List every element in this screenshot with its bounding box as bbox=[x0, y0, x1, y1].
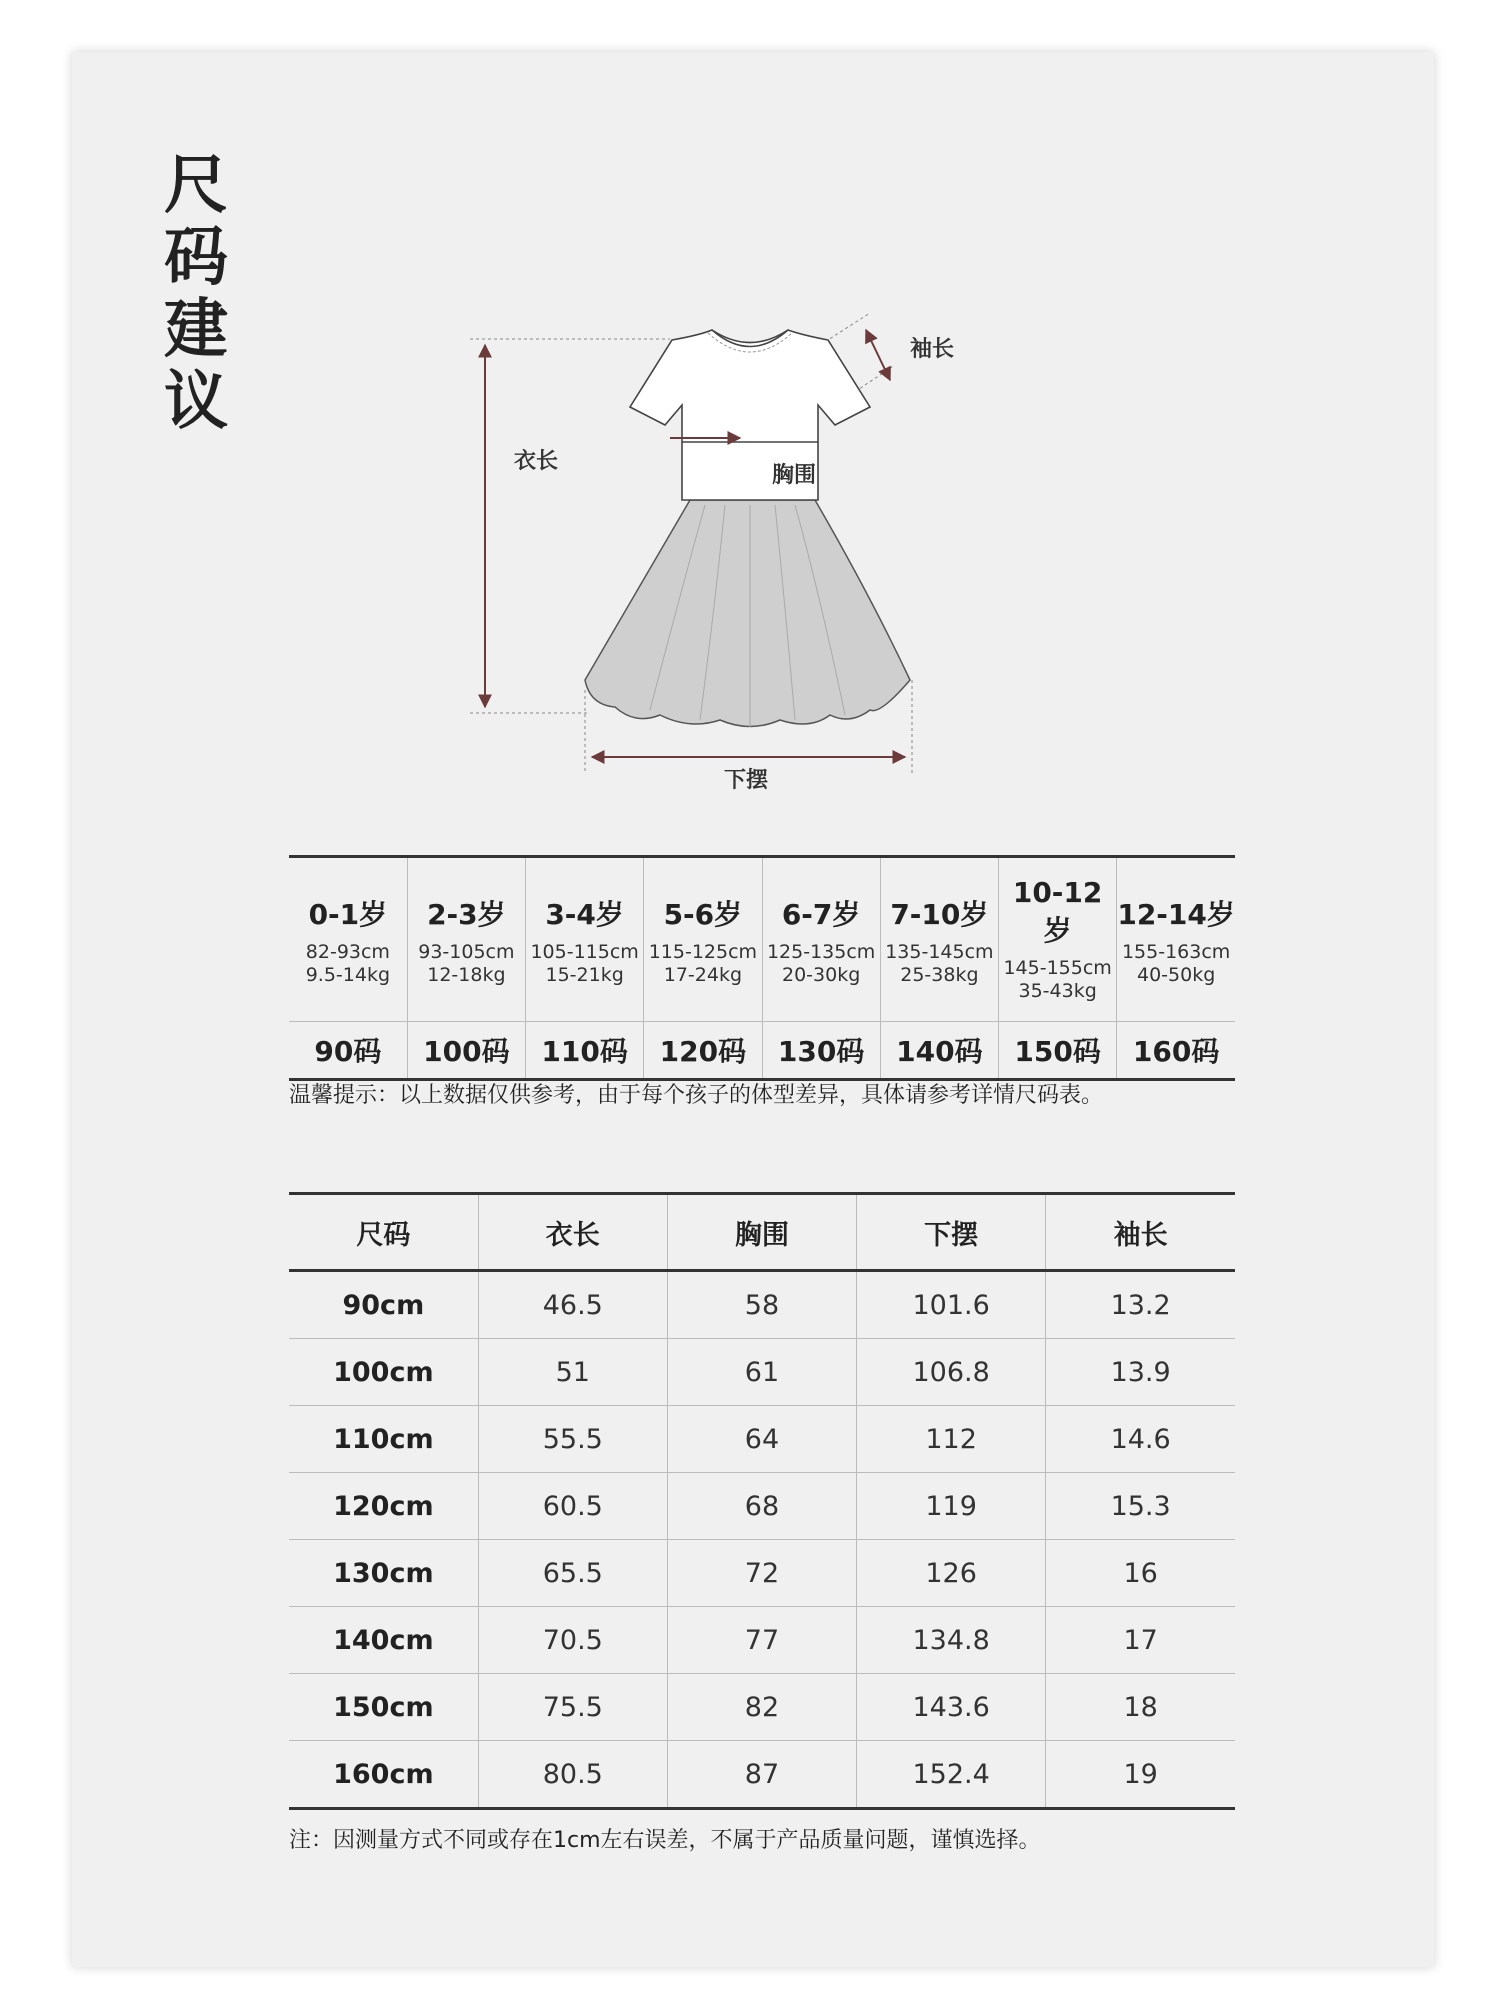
suggested-size: 120码 bbox=[644, 1022, 762, 1080]
sleeve-label: 袖长 bbox=[910, 337, 955, 362]
chest-cell: 72 bbox=[667, 1540, 856, 1607]
hem-cell: 112 bbox=[857, 1406, 1046, 1473]
size-suggestion-table bbox=[289, 855, 1235, 1081]
length-cell: 60.5 bbox=[478, 1473, 667, 1540]
weight-range: 15-21kg bbox=[545, 963, 624, 986]
age-cell bbox=[644, 857, 762, 1022]
disclaimer-note: 注：因测量方式不同或存在1cm左右误差，不属于产品质量问题，谨慎选择。 bbox=[289, 1828, 1041, 1853]
table-header-row bbox=[289, 1194, 1235, 1271]
hem-cell: 134.8 bbox=[857, 1607, 1046, 1674]
tip-text: 温馨提示：以上数据仅供参考，由于每个孩子的体型差异，具体请参考详情尺码表。 bbox=[289, 1083, 1104, 1108]
height-range: 82-93cm bbox=[305, 940, 390, 963]
hem-cell: 101.6 bbox=[857, 1271, 1046, 1339]
age-range: 7-10岁 bbox=[890, 897, 989, 931]
hem-cell: 152.4 bbox=[857, 1741, 1046, 1809]
size-cell: 90cm bbox=[289, 1271, 478, 1339]
size-cell: 160cm bbox=[289, 1741, 478, 1809]
height-range: 145-155cm bbox=[1003, 957, 1112, 979]
length-cell: 70.5 bbox=[478, 1607, 667, 1674]
size-cell: 140cm bbox=[289, 1607, 478, 1674]
measurement-table bbox=[289, 1192, 1235, 1810]
suggested-size: 130码 bbox=[762, 1022, 880, 1080]
page-title bbox=[164, 150, 244, 438]
age-cell bbox=[880, 857, 998, 1022]
sleeve-cell: 17 bbox=[1046, 1607, 1235, 1674]
hem-cell: 143.6 bbox=[857, 1674, 1046, 1741]
column-header: 袖长 bbox=[1046, 1194, 1235, 1271]
chest-cell: 77 bbox=[667, 1607, 856, 1674]
age-range: 5-6岁 bbox=[663, 897, 743, 931]
age-cell bbox=[526, 857, 644, 1022]
length-cell: 46.5 bbox=[478, 1271, 667, 1339]
chest-cell: 64 bbox=[667, 1406, 856, 1473]
title-char: 尺 bbox=[164, 149, 228, 223]
skirt-shape bbox=[585, 500, 910, 727]
age-cell bbox=[407, 857, 525, 1022]
chest-cell: 58 bbox=[667, 1271, 856, 1339]
table-row bbox=[289, 1473, 1235, 1540]
suggested-size: 90码 bbox=[289, 1022, 407, 1080]
size-cell: 120cm bbox=[289, 1473, 478, 1540]
table-row bbox=[289, 1607, 1235, 1674]
weight-range: 12-18kg bbox=[427, 963, 506, 986]
column-header: 尺码 bbox=[289, 1194, 478, 1271]
age-cell bbox=[999, 857, 1117, 1022]
sleeve-cell: 18 bbox=[1046, 1674, 1235, 1741]
sleeve-cell: 19 bbox=[1046, 1741, 1235, 1809]
size-row bbox=[289, 1022, 1235, 1080]
hem-cell: 126 bbox=[857, 1540, 1046, 1607]
table-row bbox=[289, 1406, 1235, 1473]
size-cell: 100cm bbox=[289, 1339, 478, 1406]
length-cell: 75.5 bbox=[478, 1674, 667, 1741]
chest-cell: 61 bbox=[667, 1339, 856, 1406]
dress-diagram bbox=[450, 295, 950, 795]
hem-label: 下摆 bbox=[724, 768, 769, 793]
size-cell: 150cm bbox=[289, 1674, 478, 1741]
age-range: 0-1岁 bbox=[308, 897, 388, 931]
column-header: 下摆 bbox=[857, 1194, 1046, 1271]
hem-cell: 119 bbox=[857, 1473, 1046, 1540]
table-row bbox=[289, 1674, 1235, 1741]
age-row bbox=[289, 857, 1235, 1022]
sleeve-cell: 13.9 bbox=[1046, 1339, 1235, 1406]
chest-cell: 87 bbox=[667, 1741, 856, 1809]
age-range: 6-7岁 bbox=[781, 897, 861, 931]
size-cell: 110cm bbox=[289, 1406, 478, 1473]
table-row bbox=[289, 1339, 1235, 1406]
length-cell: 51 bbox=[478, 1339, 667, 1406]
sleeve-cell: 16 bbox=[1046, 1540, 1235, 1607]
weight-range: 20-30kg bbox=[781, 963, 861, 986]
age-range: 2-3岁 bbox=[427, 897, 506, 931]
suggested-size: 110码 bbox=[526, 1022, 644, 1080]
chest-cell: 68 bbox=[667, 1473, 856, 1540]
length-cell: 80.5 bbox=[478, 1741, 667, 1809]
age-cell bbox=[1117, 857, 1235, 1022]
age-cell bbox=[289, 857, 407, 1022]
age-range: 3-4岁 bbox=[545, 897, 624, 931]
height-range: 93-105cm bbox=[418, 940, 515, 963]
chest-label: 胸围 bbox=[772, 463, 817, 488]
suggested-size: 160码 bbox=[1117, 1022, 1235, 1080]
title-char: 码 bbox=[164, 221, 228, 295]
title-char: 议 bbox=[164, 365, 228, 439]
age-range: 12-14岁 bbox=[1117, 897, 1235, 931]
table-row bbox=[289, 1271, 1235, 1339]
weight-range: 17-24kg bbox=[663, 963, 743, 986]
length-label: 衣长 bbox=[514, 449, 559, 474]
age-range: 10-12岁 bbox=[1012, 876, 1103, 947]
weight-range: 9.5-14kg bbox=[305, 963, 391, 986]
weight-range: 25-38kg bbox=[900, 963, 979, 986]
table-row bbox=[289, 1540, 1235, 1607]
chest-cell: 82 bbox=[667, 1674, 856, 1741]
sleeve-cell: 13.2 bbox=[1046, 1271, 1235, 1339]
suggested-size: 100码 bbox=[407, 1022, 525, 1080]
title-char: 建 bbox=[164, 293, 228, 367]
suggested-size: 140码 bbox=[880, 1022, 998, 1080]
hem-cell: 106.8 bbox=[857, 1339, 1046, 1406]
column-header: 胸围 bbox=[667, 1194, 856, 1271]
height-range: 115-125cm bbox=[648, 940, 758, 963]
size-cell: 130cm bbox=[289, 1540, 478, 1607]
height-range: 135-145cm bbox=[885, 940, 994, 963]
sleeve-cell: 15.3 bbox=[1046, 1473, 1235, 1540]
length-cell: 55.5 bbox=[478, 1406, 667, 1473]
weight-range: 35-43kg bbox=[1018, 980, 1097, 1002]
table-row bbox=[289, 1741, 1235, 1809]
suggested-size: 150码 bbox=[999, 1022, 1117, 1080]
bodice-shape bbox=[630, 330, 870, 500]
height-range: 105-115cm bbox=[530, 940, 639, 963]
age-cell bbox=[762, 857, 880, 1022]
column-header: 衣长 bbox=[478, 1194, 667, 1271]
weight-range: 40-50kg bbox=[1136, 963, 1216, 986]
height-range: 125-135cm bbox=[766, 940, 876, 963]
height-range: 155-163cm bbox=[1121, 940, 1231, 963]
length-cell: 65.5 bbox=[478, 1540, 667, 1607]
sleeve-cell: 14.6 bbox=[1046, 1406, 1235, 1473]
